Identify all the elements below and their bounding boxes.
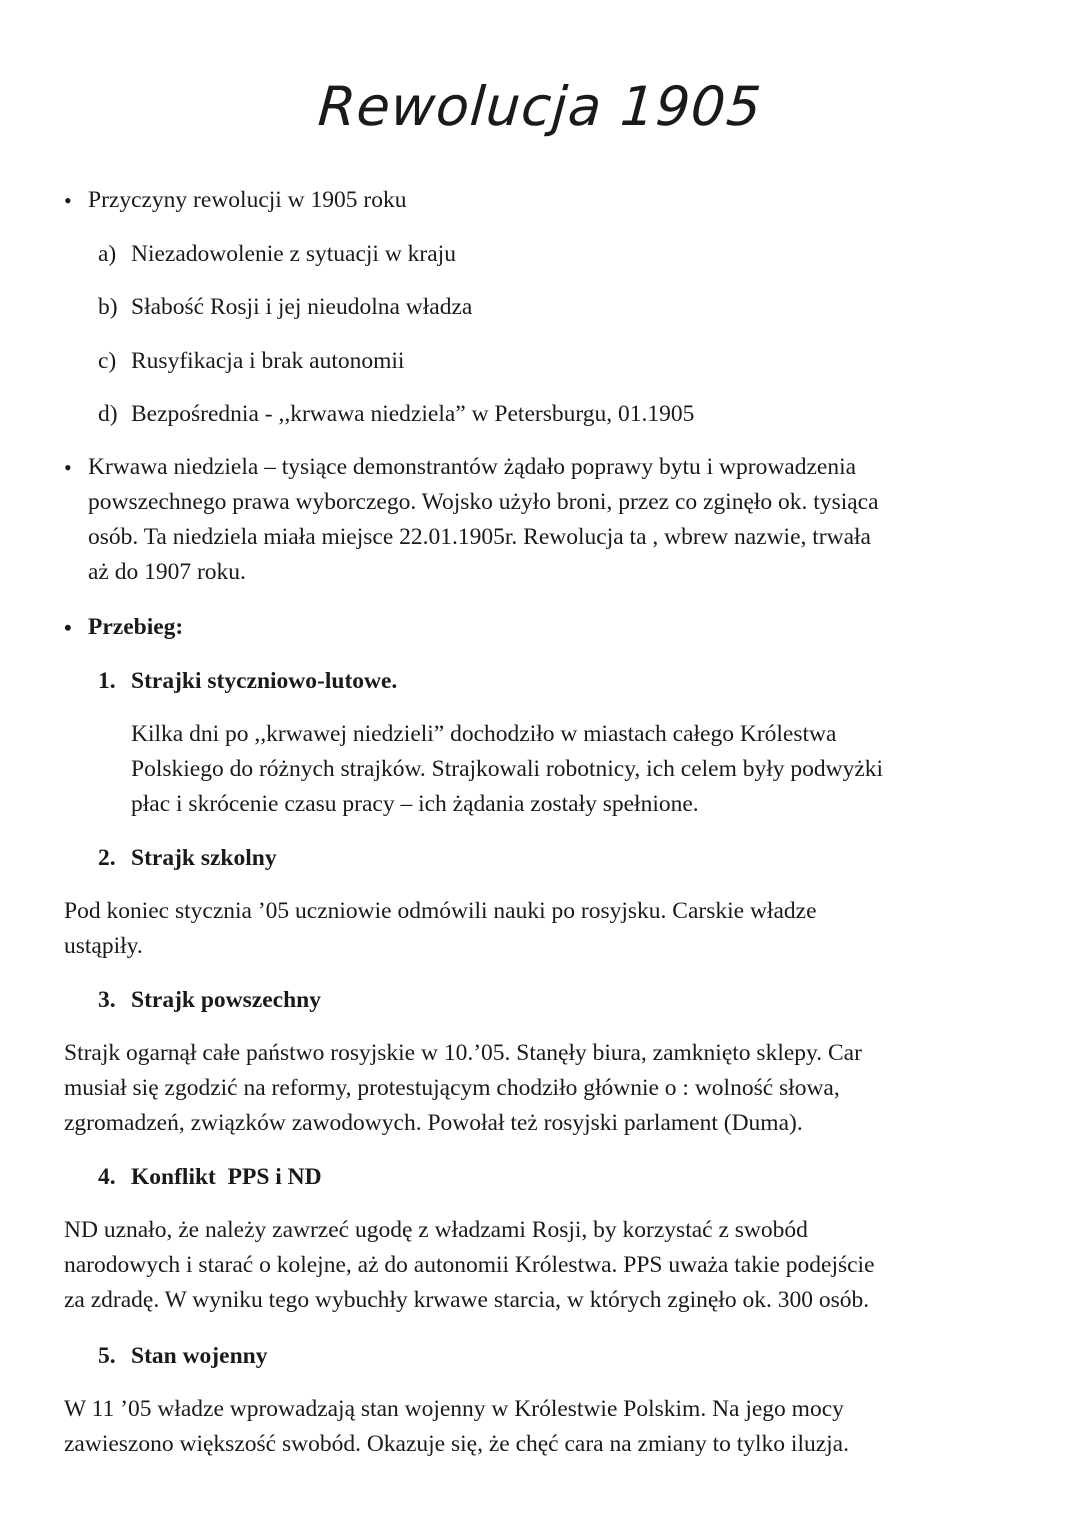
page-title: Rewolucja 1905 [316,75,765,138]
cause-item-c [98,344,998,379]
paragraph-line: Krwawa niedziela – tysiące demonstrantów żądało poprawy bytu i wprowadzenia [88,454,857,480]
list-marker: d) [98,401,118,427]
cause-item-d [98,397,998,432]
paragraph-line: Kilka dni po ,,krwawej niedzieli” dochodziło w miastach całego Królestwa [131,721,837,747]
paragraph-line: za zdradę. W wyniku tego wybuchły krwawe starcia, w których zginęło ok. 300 osób. [64,1287,870,1313]
paragraph-line: ND uznało, że należy zawrzeć ugodę z władzami Rosji, by korzystać z swobód [64,1217,808,1243]
section-heading-text: Stan wojenny [131,1343,268,1369]
course-bullet [64,610,1024,645]
cause-item-b [98,290,998,325]
course-heading: Przebieg: [88,614,184,640]
section-heading-text: Konflikt PPS i ND [131,1164,322,1190]
cause-text: Rusyfikacja i brak autonomii [131,348,405,374]
paragraph-line: aż do 1907 roku. [88,559,246,585]
cause-text: Słabość Rosji i jej nieudolna władza [131,294,473,320]
list-marker: a) [98,241,117,267]
paragraph-line: Pod koniec stycznia ’05 uczniowie odmówili nauki po rosyjsku. Carskie władze [64,898,817,924]
section-4-heading [98,1160,998,1195]
list-marker: 1. [98,668,116,694]
paragraph-line: osób. Ta niedziela miała miejsce 22.01.1905r. Rewolucja ta , wbrew nazwie, trwała [88,524,871,550]
cause-item-a [98,237,998,272]
section-heading-text: Strajk szkolny [131,845,277,871]
bloody-sunday-bullet [64,450,1024,590]
cause-text: Bezpośrednia - ,,krwawa niedziela” w Petersburgu, 01.1905 [131,401,695,427]
paragraph-line: zawieszono większość swobód. Okazuje się, że chęć cara na zmiany to tylko iluzja. [64,1431,849,1457]
section-5-heading [98,1339,998,1374]
list-marker: 3. [98,987,116,1013]
list-marker: 5. [98,1343,116,1369]
paragraph-line: W 11 ’05 władze wprowadzają stan wojenny w Królestwie Polskim. Na jego mocy [64,1396,844,1422]
section-2-heading [98,841,998,876]
list-marker: b) [98,294,118,320]
list-marker: 2. [98,845,116,871]
list-marker: 4. [98,1164,116,1190]
causes-heading: Przyczyny rewolucji w 1905 roku [88,187,407,213]
section-3-text [64,1036,1024,1141]
paragraph-line: zgromadzeń, związków zawodowych. Powołał też rosyjski parlament (Duma). [64,1110,803,1136]
paragraph-line: płac i skrócenie czasu pracy – ich żądania zostały spełnione. [131,791,699,817]
list-marker: c) [98,348,117,374]
causes-bullet [64,183,1024,218]
section-3-heading [98,983,998,1018]
paragraph-line: Strajk ogarnął całe państwo rosyjskie w 10.’05. Stanęły biura, zamknięto sklepy. Car [64,1040,862,1066]
section-heading-text: Strajk powszechny [131,987,321,1013]
paragraph-line: ustąpiły. [64,933,143,959]
paragraph-line: Polskiego do różnych strajków. Strajkowali robotnicy, ich celem były podwyżki [131,756,884,782]
section-1-text [131,717,1021,822]
section-5-text [64,1392,1024,1462]
section-heading-text: Strajki styczniowo-lutowe. [131,668,398,694]
paragraph-line: powszechnego prawa wyborczego. Wojsko użyło broni, przez co zginęło ok. tysiąca [88,489,879,515]
bloody-sunday-paragraph [88,450,1024,590]
paragraph-line: narodowych i starać o kolejne, aż do autonomii Królestwa. PPS uważa takie podejście [64,1252,875,1278]
section-4-text [64,1213,1024,1318]
bullet-icon: • [64,188,72,213]
section-1-heading [98,664,998,699]
bullet-icon: • [64,455,72,480]
section-2-text [64,894,1024,964]
cause-text: Niezadowolenie z sytuacji w kraju [131,241,456,267]
paragraph-line: musiał się zgodzić na reformy, protestującym chodziło głównie o : wolność słowa, [64,1075,840,1101]
bullet-icon: • [64,615,72,640]
